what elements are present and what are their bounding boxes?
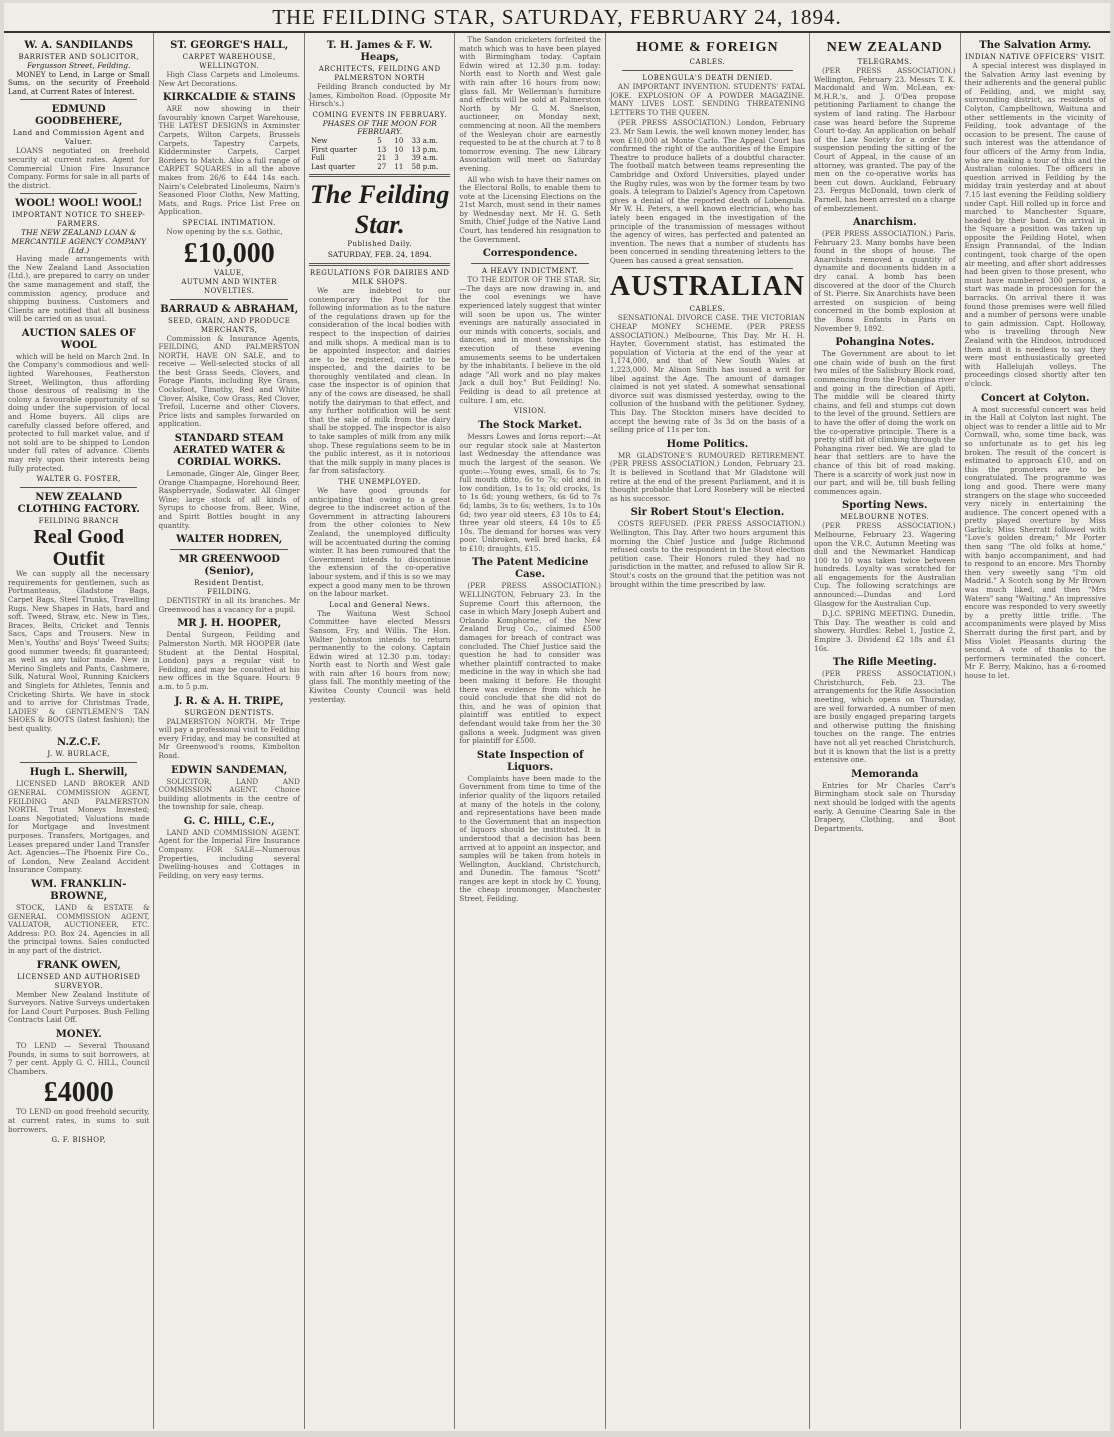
walter-hodren: WALTER HODREN, — [176, 534, 283, 546]
money-ad-text: MONEY to Lend, in Large or Small Sums, on the security of Freehold Land, at Current Rates of Interest. — [8, 69, 150, 96]
issue-date: SATURDAY, FEB. 24, 1894. — [327, 250, 432, 260]
salvation-army: The Salvation Army. — [979, 40, 1092, 51]
feilding-label: FEILDING. — [207, 588, 252, 597]
anarchism: Anarchism. — [852, 217, 917, 229]
patent-medicine-heading: The Patent Medicine Case. — [471, 557, 589, 581]
burlace: J. W. BURLACE, — [47, 750, 111, 759]
regulations-heading: REGULATIONS FOR DAIRIES AND MILK SHOPS. — [309, 268, 450, 286]
column-4: The Sandon cricketers forfeited the match which was to have been played with Birmingham today. Captain Edwin wired at 12.30 p.m. today: North east to North and West gale with rain after 16 hours from now; glass fall. Mr Wellerman's furniture and effects will be sold at Palmerston North by Mr G. M. Snelson, auctioneer, on Monday next, commencing at noon. All the members of the Wesleyan choir are earnestly requested to be at the church at 7 to 8 tomorrow evening. The new Library Association will meet on Saturday evening. All who wish to have their names on the Electoral Rolls, to enable them to vote at the Licensing Elections on the 21st March, must send in their names by Wednesday next. Mr H. G. Seth Smith, Chief Judge of the Native Land Court, has tendered his resignation to the Government. Correspondence. A HEAVY INDICTMENT. TO THE EDITOR OF THE STAR. Sir,—The days are now drawing in, and the cool evenings we have experienced lately suggest that winter will soon be upon us. The winter evenings are naturally associated in our minds with concerts, socials, and dances, and in most townships the execution of these evening amusements seems to be undertaken by the inhabitants. I believe in the old adage "All work and no play makes Jack a dull boy." But Feilding! No. Feilding is dead to all pretence at culture. I am, etc. VISION. The Stock Market. Messrs Lowes and Iorns report:—At our regular stock sale at Masterton last Wednesday the attendance was much the largest of the season. We quote:—Young ewes, small, 6s to 7s; full mouth ditto, 6s to 7s; old and in low condition, 1s to 1s; old crocks, 1s to 1s 6d; young wethers, 6s 6d to 7s 6d; lambs, 3s to 6s; wethers, 1s to 10s 6d; two year old steers, £3 10s to £4; three year old steers, £4 10s to £5 10s. The demand for horses was very poor. Unbroken, well bred hacks, £4 to £10; draughts, £15. The Patent Medicine Case. (PER PRESS ASSOCIATION.) WELLINGTON, February 23. In the Supreme Court this afternoon, the case in which Mary Joseph Aubert and Orlando Komphorne, of the New Zealand Drug Co., claimed £500 damages for breach of contract was concluded. The Chief Justice said the question he had to consider was whether plaintiff contracted to make medicine in the way in which she had been making it before. He thought there was evidence from which he could conclude that she did not do this, and he was of opinion that plaintiff was entitled to expect defendant would take from her the 30 gallons a week. Judgment was given for plaintiff for £500. State Inspection of Liquors. Complaints have been made to the Government from time to time of the inferior quality of the liquors retailed at many of the hotels in the colony, and representations have been made to the Government that an inspection of liquors should be instituted. It is understood that a decision has been arrived at to appoint an inspector, and samples will be taken from hotels in Wellington, Auckland, Christchurch, and Dunedin. The famous "Scott" ranges are kept in stock by C. Young, the cheap ironmonger, Manchester Street, Feilding. — [455, 33, 605, 1429]
stock-market-heading: The Stock Market. — [478, 420, 583, 432]
masthead: THE FEILDING STAR, SATURDAY, FEBRUARY 24, 1894. — [4, 3, 1110, 33]
column-5: HOME & FOREIGN CABLES. LOBENGULA'S DEATH DENIED. AN IMPORTANT INVENTION. STUDENTS' FATAL JOKE. EXPLOSION OF A POWDER MAGAZINE. MANY LIVES LOST. SENDING THREATENING LETTERS TO THE QUEEN. (PER PRESS ASSOCIATION.) London, February 23. Mr Sam Lewis, the well known money lender, has won £10,000 at Monte Carlo. The Appeal Court has confirmed the right of the authorities of the Empire Theatre to produce ballets of a doubtful character. The football match between teams representing the Cambridge and Oxford Universities, played under the Rugby rules, was won by the former team by two goals. A telegram to Dalziel's Agency from Capetown gives a denial of the reported death of Lobengula. Mr W. H. Peters, a well known electrician, who has lately been engaged in the investigation of the principle of the transmission of messages without the agency of wires, has perfected and patented an invention. The news that a number of students has been concerned in sending threatening letters to the Queen has caused a great sensation. AUSTRALIAN CABLES. SENSATIONAL DIVORCE CASE. THE VICTORIAN CHEAP MONEY SCHEME. (PER PRESS ASSOCIATION.) Melbourne, This Day. Mr H. H. Hayter, Government statist, has estimated the population of Victoria at the end of the year at 1,174,000, and that of New South Wales at 1,223,000. Mr Alison Smith has issued a writ for libel against the Age. The amount of damages claimed is not yet stated. A somewhat sensational divorce suit was dismissed yesterday, owing to the collusion of the husband with the petitioner. Sydney, This Day. The Stockton miners have decided to accept the hewing rate of 3s 3d on the basis of a selling price of 11s per ton. Home Politics. MR GLADSTONE'S RUMOURED RETIREMENT. (PER PRESS ASSOCIATION.) London, February 23. It is believed in Scotland that Mr Gladstone will retire at the end of the present Parliament, and it is thought probable that Lord Rosebery will be elected as his successor. Sir Robert Stout's Election. COSTS REFUSED. (PER PRESS ASSOCIATION.) Wellington, This Day. After two hours argument this morning the Chief Justice and Judge Richmond refused costs to the respondent in the Stout election petition case. Their Honors ruled they had no jurisdiction in the matter, and refused to allow Sir R. Stout's costs on the ground that the petition was not brought within the time prescribed by law. — [606, 33, 810, 1429]
home-politics: Home Politics. — [666, 438, 749, 450]
moon-d: 27 — [377, 162, 387, 171]
architects: ARCHITECTS, FEILDING AND PALMERSTON NORTH — [318, 65, 441, 82]
sheep-notice: IMPORTANT NOTICE TO SHEEP-FARMERS. — [12, 211, 146, 229]
moon-phase: Last quarter — [310, 162, 356, 171]
unemployed-heading: THE UNEMPLOYED. — [338, 478, 421, 486]
moon-phase-row — [309, 146, 450, 155]
bishop: G. F. BISHOP, — [51, 1136, 107, 1145]
moon-phase-row — [309, 154, 450, 163]
concert-colyton: Concert at Colyton. — [980, 392, 1090, 404]
sporting-news: Sporting News. — [841, 500, 928, 512]
value-label: VALUE, — [214, 268, 245, 277]
moon-m: 13 p.m. — [411, 145, 439, 154]
column-3: T. H. James & F. W. Heaps, ARCHITECTS, FEILDING AND PALMERSTON NORTH Feilding Branch conducted by Mr James, Kimbolton Road. (Opposite Mr Hirsch's.) COMING EVENTS IN FEBRUARY. PHASES OF THE MOON FOR FEBRUARY. New 5 10 33 a.m. First quarter 13 10 13 p.m. Full 21 3 39 a.m. Last quarter 27 11 58 p.m. The Feilding Star. Published Daily. SATURDAY, FEB. 24, 1894. REGULATIONS FOR DAIRIES AND MILK SHOPS. We are indebted to our contemporary the Post for the following information as to the nature of the regulations drawn up for the consideration of the local bodies with respect to the inspection of dairies and milk shops. A medical man is to be appointed inspector, and dairies are to be registered, cattle to be inspected, and the dairies to be thoroughly ventilated and clean. In case the inspector is of opinion that any of the cows are diseased, he shall notify the dairyman to that effect, and any further notification will be sent that the sale of milk from the dairy shall be stopped. The inspector is also to take samples of milk from any milk shop. These regulations seem to be in the public interest, as it is notorious that the milk supply in many places is far from satisfactory. THE UNEMPLOYED. We have good grounds for anticipating that owing to a great degree to the indiscreet action of the Government in attracting labourers from the other colonies to New Zealand, the unemployed difficulty will be accentuated during the coming winter. It has been rumoured that the Government intends to discontinue the extension of the co-operative labour system, and if this is so we may expect a good many men to be thrown on the labour market. Local and General News. The Waituna West School Committee have elected Messrs Sansom, Fry, and Willis. The Hon. Walter Johnston intends to return permanently to the colony. Captain Edwin wired at 12.30 p.m. today: North east to North and West gale with rain after 16 hours from now; glass fall. The monthly meeting of the Kiwitea County Council was held yesterday. — [305, 33, 455, 1429]
moon-phases-table — [309, 137, 450, 171]
rifle-meeting: The Rifle Meeting. — [832, 657, 937, 669]
moon-phase: First quarter — [310, 145, 357, 154]
loan-company: THE NEW ZEALAND LOAN & MERCANTILE AGENCY COMPANY (Ltd.) — [11, 228, 147, 255]
moon-h: 3 — [394, 154, 399, 163]
column-1: W. A. SANDILANDS BARRISTER AND SOLICITOR, Fergusson Street, Feilding. MONEY to Lend, in Large or Small Sums, on the security of Freehold Land, at Current Rates of Interest. EDMUND GOODBEHERE, Land and Commission Agent and Valuer. LOANS negotiated on freehold security at current rates. Agent for Commercial Union Fire Insurance Company. Forms for sale in all parts of the district. WOOL! WOOL! WOOL! IMPORTANT NOTICE TO SHEEP-FARMERS. THE NEW ZEALAND LOAN & MERCANTILE AGENCY COMPANY (Ltd.) Having made arrangements with the New Zealand Land Association (Ltd.), are prepared to carry on under the same management and staff, the commission agency, produce and shipping business. Customers and Clients are notified that all business will be carried on as usual. AUCTION SALES OF WOOL which will be held on March 2nd. In the Company's commodious and well-lighted Warehouses, Featherston Street, Wellington, thus affording those desirous of realising in the colony a favourable opportunity of so doing under the supervision of local and Home buyers. All clips are carefully classed before offered, and protected to full market value, and if not sold are to be shipped to London under full rates of advance. Clients may rely upon their interests being fully protected. WALTER G. FOSTER, NEW ZEALAND CLOTHING FACTORY. FEILDING BRANCH Real Good Outfit We can supply all the necessary requirements for gentlemen, such as Portmanteaus, Gladstone Bags, Carpet Bags, Steel Trunks, Travelling Rugs. New Shapes in Hats, hard and soft. Tweed, Straw, etc. New in Ties, Braces, Belts, Cricket and Tennis Sacs, Caps and Trousers. New in Men's, Youths' and Boys' Tweed Suits; good summer tweeds; fit guaranteed; as well as any tailor made. New in Merino Singlets and Pants, Cashmere, Silk, Natural Wool, Running Knickers and Singlets for Athletes, Tennis and Cricketing Shirts. We have in stock and to arrive for Christmas Trade, LADIES' & GENTLEMEN'S TAN SHOES & BOOTS (latest fashion); the best quality. N.Z.C.F. J. W. BURLACE, Hugh L. Sherwill, LICENSED LAND BROKER AND GENERAL COMMISSION AGENT, FEILDING AND PALMERSTON NORTH. Trust Moneys Invested; Loans Negotiated; Valuations made for Mortgage and Investment purposes. Transfers, Mortgages, and Leases prepared under Land Transfer Act. Agencies—The Phoenix Fire Co., of London, New Zealand Accident Insurance Company. WM. FRANKLIN-BROWNE, STOCK, LAND & ESTATE & GENERAL COMMISSION AGENT, VALUATOR, AUCTIONEER, ETC. Address: P.O. Box 24. Agencies in all the principal towns. Sales conducted in any part of the district. FRANK OWEN, LICENSED AND AUTHORISED SURVEYOR. Member New Zealand Institute of Surveyors. Native Surveys undertaken for Land Court Purposes. Bush Felling Contracts Laid Off. MONEY. TO LEND — Several Thousand Pounds, in sums to suit borrowers, at 7 per cent. Apply G. C. HILL, Council Chambers. £4000 TO LEND on good freehold security, at current rates, in sums to suit borrowers. G. F. BISHOP, — [4, 33, 154, 1429]
nzcf: N.Z.C.F. — [57, 737, 101, 749]
moon-m: 33 a.m. — [411, 136, 438, 145]
stout-election: Sir Robert Stout's Election. — [630, 507, 785, 519]
moon-m: 58 p.m. — [411, 162, 439, 171]
column-7: The Salvation Army. INDIAN NATIVE OFFICERS' VISIT. A special interest was displayed in the Salvation Army last evening by their adherents and the general public of Feilding, and, we might say, surrounding district, as residents of Colyton, Campbelltown, Waituna and other settlements in the vicinity of Feilding, took advantage of the occasion to be present. The cause of such interest was the attendance of four officers of the Army from India, who are making a tour of this and the Australian colonies. The officers in question arrived in Feilding by the midday train yesterday and at about 7.15 last evening the Feilding soldiery under Capt. Hill rolled up in force and marched to Manchester Square, headed by their band. On arrival in the Square a position was taken up opposite the Feilding Hotel, when Ensign Prannandal, of the Indian contingent, took charge of the open air meeting, and after short addresses had been given to those present, who must have numbered 300 persons, a start was made in procession for the barracks. On arrival there it was found those premises were well filled and a number of persons were unable to gain admission. Capt. Holloway, who is travelling through New Zealand with the Hindoos, introduced them and it is needless to say they were most enthusiastically greeted with Hallelujah volleys. The proceedings closed shortly after ten o'clock. Concert at Colyton. A most successful concert was held in the Hall at Colyton last night. The object was to render a little aid to Mr Cornwall, who, some time back, was so unfortunate as to get his leg broken. The result of the concert is estimated to approach £10, and on this the promoters are to be congratulated. The programme was long and good. There were many strangers on the stage who succeeded very nicely in entertaining the audience. The concert opened with a pretty played overture by Miss Garlick; Miss Sherratt followed with "Love's golden dream;" Mr Porter then sang "The old folks at home," with banjo accompaniment, and had to respond to an encore. Mrs Thornby then very sweetly sang "I'm old Madrid." A Scotch song by Mr Brown was much liked, and then "Mrs Waters" sang "Waiting." An impressive encore was responded to very sweetly by a pretty little trifle. The accompaniments were played by Miss Sherratt during the first part, and by Miss Violet Pleasants during the second. A vote of thanks to the performers terminated the concert. Mr F. Berry, Makino, has a 6-roomed house to let. — [964, 40, 1106, 680]
indian-officers: INDIAN NATIVE OFFICERS' VISIT. — [965, 53, 1106, 61]
sandeman: EDWIN SANDEMAN, — [171, 764, 288, 776]
barraud-abraham: BARRAUD & ABRAHAM, — [160, 303, 299, 315]
moon-h: 10 — [394, 136, 404, 145]
gc-hill: G. C. HILL, C.E., — [183, 815, 275, 827]
memoranda: Memoranda — [851, 768, 919, 780]
sandilands-name: W. A. SANDILANDS — [24, 40, 134, 51]
goodbehere-name: EDMUND GOODBEHERE, — [35, 104, 123, 128]
moon-phase-row — [309, 137, 450, 146]
moon-title: PHASES OF THE MOON FOR FEBRUARY. — [322, 118, 437, 137]
carpet-warehouse: CARPET WAREHOUSE, WELLINGTON. — [182, 53, 276, 70]
money-heading: MONEY. — [55, 1028, 102, 1040]
correspondence-heading: Correspondence. — [482, 248, 578, 260]
moon-d: 5 — [377, 136, 382, 145]
lobengula: LOBENGULA'S DEATH DENIED. — [642, 74, 773, 82]
cables-label: CABLES. — [689, 58, 726, 66]
australian: AUSTRALIAN — [609, 271, 806, 303]
tripe: J. R. & A. H. TRIPE, — [174, 695, 284, 707]
moon-d: 21 — [377, 154, 387, 163]
moon-phase: Full — [310, 154, 325, 163]
manager-name: WALTER G. FOSTER, — [36, 475, 121, 484]
franklin-browne: WM. FRANKLIN-BROWNE, — [31, 879, 127, 902]
clothing-factory: NEW ZEALAND CLOTHING FACTORY. — [17, 492, 140, 516]
published-daily: Published Daily. — [347, 240, 412, 249]
liquors-heading: State Inspection of Liquors. — [476, 749, 584, 773]
moon-h: 10 — [394, 145, 404, 154]
resident-dentist: Resident Dentist, — [194, 579, 265, 588]
coming-events: COMING EVENTS IN FEBRUARY. — [312, 110, 447, 119]
sherwill: Hugh L. Sherwill, — [29, 767, 128, 779]
home-foreign: HOME & FOREIGN — [636, 40, 779, 55]
paper-title: The Feilding Star. — [309, 180, 450, 240]
autumn-winter: AUTUMN AND WINTER NOVELTIES. — [181, 277, 278, 295]
auction-sales: AUCTION SALES OF WOOL — [21, 327, 136, 351]
column-6: NEW ZEALAND TELEGRAMS. (PER PRESS ASSOCIATION.) Wellington, February 23. Messrs T. K. Macdonald and Wm. McLean, ex-M.H.R.'s, and J. O'Dea propose petitioning Parliament to change the system of land rating. The Harbour case was heard before the Supreme Court to-day. An application on behalf of the Law Society for a order for suspension pending the sitting of the Court of Appeal, in the cause of an attorney, was granted. The pay of the men on the co-operative works has been cut down. Auckland, February 23. Fergus McDonald, town clerk of Parnell, has been arrested on a charge of embezzlement. Anarchism. (PER PRESS ASSOCIATION.) Paris, February 23. Many bombs have been found in the shops of house. The Anarchists removed a quantity of dynamite and documents hidden in a dry canal. A bomb has been discovered at the door of the Church of St. Pierre. Six Anarchists have been arrested on suspicion of being concerned in the bomb explosion at the Bons Enfants in Paris on November 9, 1892. Pohangina Notes. The Government are about to let one chain wide of bush on the first two miles of the Salisbury Block road, commencing from the Pohangina river and going in the direction of Apiti. The middle will be cleared thirty chains, and fell and stumps cut down to the level of the ground. Settlers are to have the offer of doing the work on the co-operative principle. There is a pretty stiff bit of climbing through the Pohangina river bed. We are glad to hear that settlers are to have the chance of this bit of road making. There is a scarcity of work just now in our part, and will be, till bush felling commences again. Sporting News. MELBOURNE NOTES. (PER PRESS ASSOCIATION.) Melbourne, February 23. Wagering upon the V.R.C. Autumn Meeting was dull and the Newmarket Handicap 100 to 10 was taken twice between hundreds. Loyalty was scratched for all engagements for the Australian Cup. The following scratchings are announced:—Dundas and Lord Glasgow for the Australian Cup. D.J.C. SPRING MEETING. Dunedin, This Day. The weather is cold and showery. Hurdles: Rebel 1, Justice 2, Empire 3. Dividend £2 18s and £1 16s. The Rifle Meeting. (PER PRESS ASSOCIATION.) Christchurch, Feb. 23. The arrangements for the Rifle Association meeting, which opens on Thursday, are well forwarded. A number of men are busily engaged preparing targets and otherwise putting the finishing touches on the range. The entries have not all yet reached Christchurch, but it is known that the list is a pretty extensive one. Memoranda Entries for Mr Charles Carr's Birmingham stock sale on Thursday next should be lodged with the agents early. A Genuine Clearing Sale in the Drapery, Clothing, and Boot Departments. — [810, 33, 960, 1429]
pohangina-notes: Pohangina Notes. — [835, 337, 935, 349]
standard-aerated: STANDARD STEAM AERATED WATER & CORDIAL WORKS. — [173, 433, 286, 469]
greenwood: MR GREENWOOD (Senior), — [178, 554, 280, 578]
land-agent: Land and Commission Agent and Valuer. — [12, 129, 145, 147]
aus-cables: CABLES. — [689, 305, 726, 314]
moon-phase: New — [310, 136, 328, 145]
columns — [4, 33, 1110, 1429]
newspaper-page — [4, 3, 1110, 1431]
surgeon-dentists: SURGEON DENTISTS. — [184, 708, 275, 717]
feilding-branch: FEILDING BRANCH — [38, 517, 119, 526]
local-news-heading: Local and General News. — [329, 600, 431, 609]
seed-merchants: SEED, GRAIN, AND PRODUCE MERCHANTS, — [168, 316, 291, 334]
moon-phase-row — [309, 163, 450, 172]
moon-m: 39 a.m. — [411, 154, 438, 163]
sandilands-address: Fergusson Street, Feilding. — [26, 61, 131, 70]
moon-h: 11 — [394, 162, 404, 171]
vision-signature: VISION. — [513, 407, 547, 416]
column-2: ST. GEORGE'S HALL, CARPET WAREHOUSE, WELLINGTON. High Class Carpets and Linoleums. New Art Decorations. KIRKCALDIE & STAINS ARE now showing in their favourably known Carpet Warehouse, THE LATEST DESIGNS in Axminster Carpets, Wilton Carpets, Brussels Carpets, Tapestry Carpets, Kidderminster Carpets, Carpet Borders to Match. Also a full range of CARPET SQUARES in all the above makes from 26/6 to £44 14s each. Nairn's Celebrated Linoleums, Nairn's Seasoned Floor Cloths, New Matting, Mats, and Rugs. Price List Free on Application. SPECIAL INTIMATION. Now opening by the s.s. Gothic, £10,000 VALUE, AUTUMN AND WINTER NOVELTIES. BARRAUD & ABRAHAM, SEED, GRAIN, AND PRODUCE MERCHANTS, Commission & Insurance Agents, FEILDING, AND PALMERSTON NORTH, HAVE ON SALE, and to receive — Well-selected stocks of all the best Grass Seeds, Clovers, and Forage Plants, including Rye Grass, Cocksfoot, Timothy, Red and White Clover, Alsike, Cow Grass, Red Clover, Trefoil, Lucerne and other Clovers. Price lists and samples forwarded on application. STANDARD STEAM AERATED WATER & CORDIAL WORKS. Lemonade, Ginger Ale, Ginger Beer, Orange Champagne, Horehound Beer, Raspberryade, Sodawater. All Ginger Wine; large stock of all kinds of Syrups to choose from. Beer, Wine, and Spirit Bottles bought in any quantity. WALTER HODREN, MR GREENWOOD (Senior), Resident Dentist, FEILDING. DENTISTRY in all its branches. Mr Greenwood has a vacancy for a pupil. MR J. H. HOOPER, Dental Surgeon, Feilding and Palmerston North. MR HOOPER (late Student at the Dental Hospital, London) pays a regular visit to Feilding, and may be consulted at his new offices in the Square. Hours: 9 a.m. to 5 p.m. J. R. & A. H. TRIPE, SURGEON DENTISTS. PALMERSTON NORTH. Mr Tripe will pay a professional visit to Feilding every Friday, and may be consulted at Mr Greenwood's rooms, Kimbolton Road. EDWIN SANDEMAN, SOLICITOR, LAND AND COMMISSION AGENT. Choice building allotments in the centre of the township for sale, cheap. G. C. HILL, C.E., LAND AND COMMISSION AGENT. Agent for the Imperial Fire Insurance Company. FOR SALE—Numerous Properties, including several Dwelling-houses and Cottages in Feilding, on very easy terms. — [154, 33, 304, 1429]
amount-4000: £4000 — [43, 1077, 114, 1109]
wool-heading: WOOL! WOOL! WOOL! — [15, 198, 143, 210]
telegrams-label: TELEGRAMS. — [857, 58, 912, 66]
james-heaps: T. H. James & F. W. Heaps, — [326, 40, 433, 63]
heavy-indictment: A HEAVY INDICTMENT. — [482, 267, 579, 276]
real-good-outfit: Real Good Outfit — [33, 526, 125, 571]
melbourne-notes: MELBOURNE NOTES. — [840, 513, 930, 522]
kirkcaldie-stains: KIRKCALDIE & STAINS — [162, 92, 296, 104]
moon-d: 13 — [377, 145, 387, 154]
surveyor: LICENSED AND AUTHORISED SURVEYOR. — [17, 972, 141, 990]
frank-owen: FRANK OWEN, — [36, 959, 121, 971]
new-zealand: NEW ZEALAND — [826, 40, 943, 55]
sandilands-role: BARRISTER AND SOLICITOR, — [18, 53, 140, 61]
st-georges-hall: ST. GEORGE'S HALL, — [170, 40, 289, 51]
ten-thousand: £10,000 — [183, 237, 275, 269]
hooper: MR J. H. HOOPER, — [177, 618, 282, 630]
